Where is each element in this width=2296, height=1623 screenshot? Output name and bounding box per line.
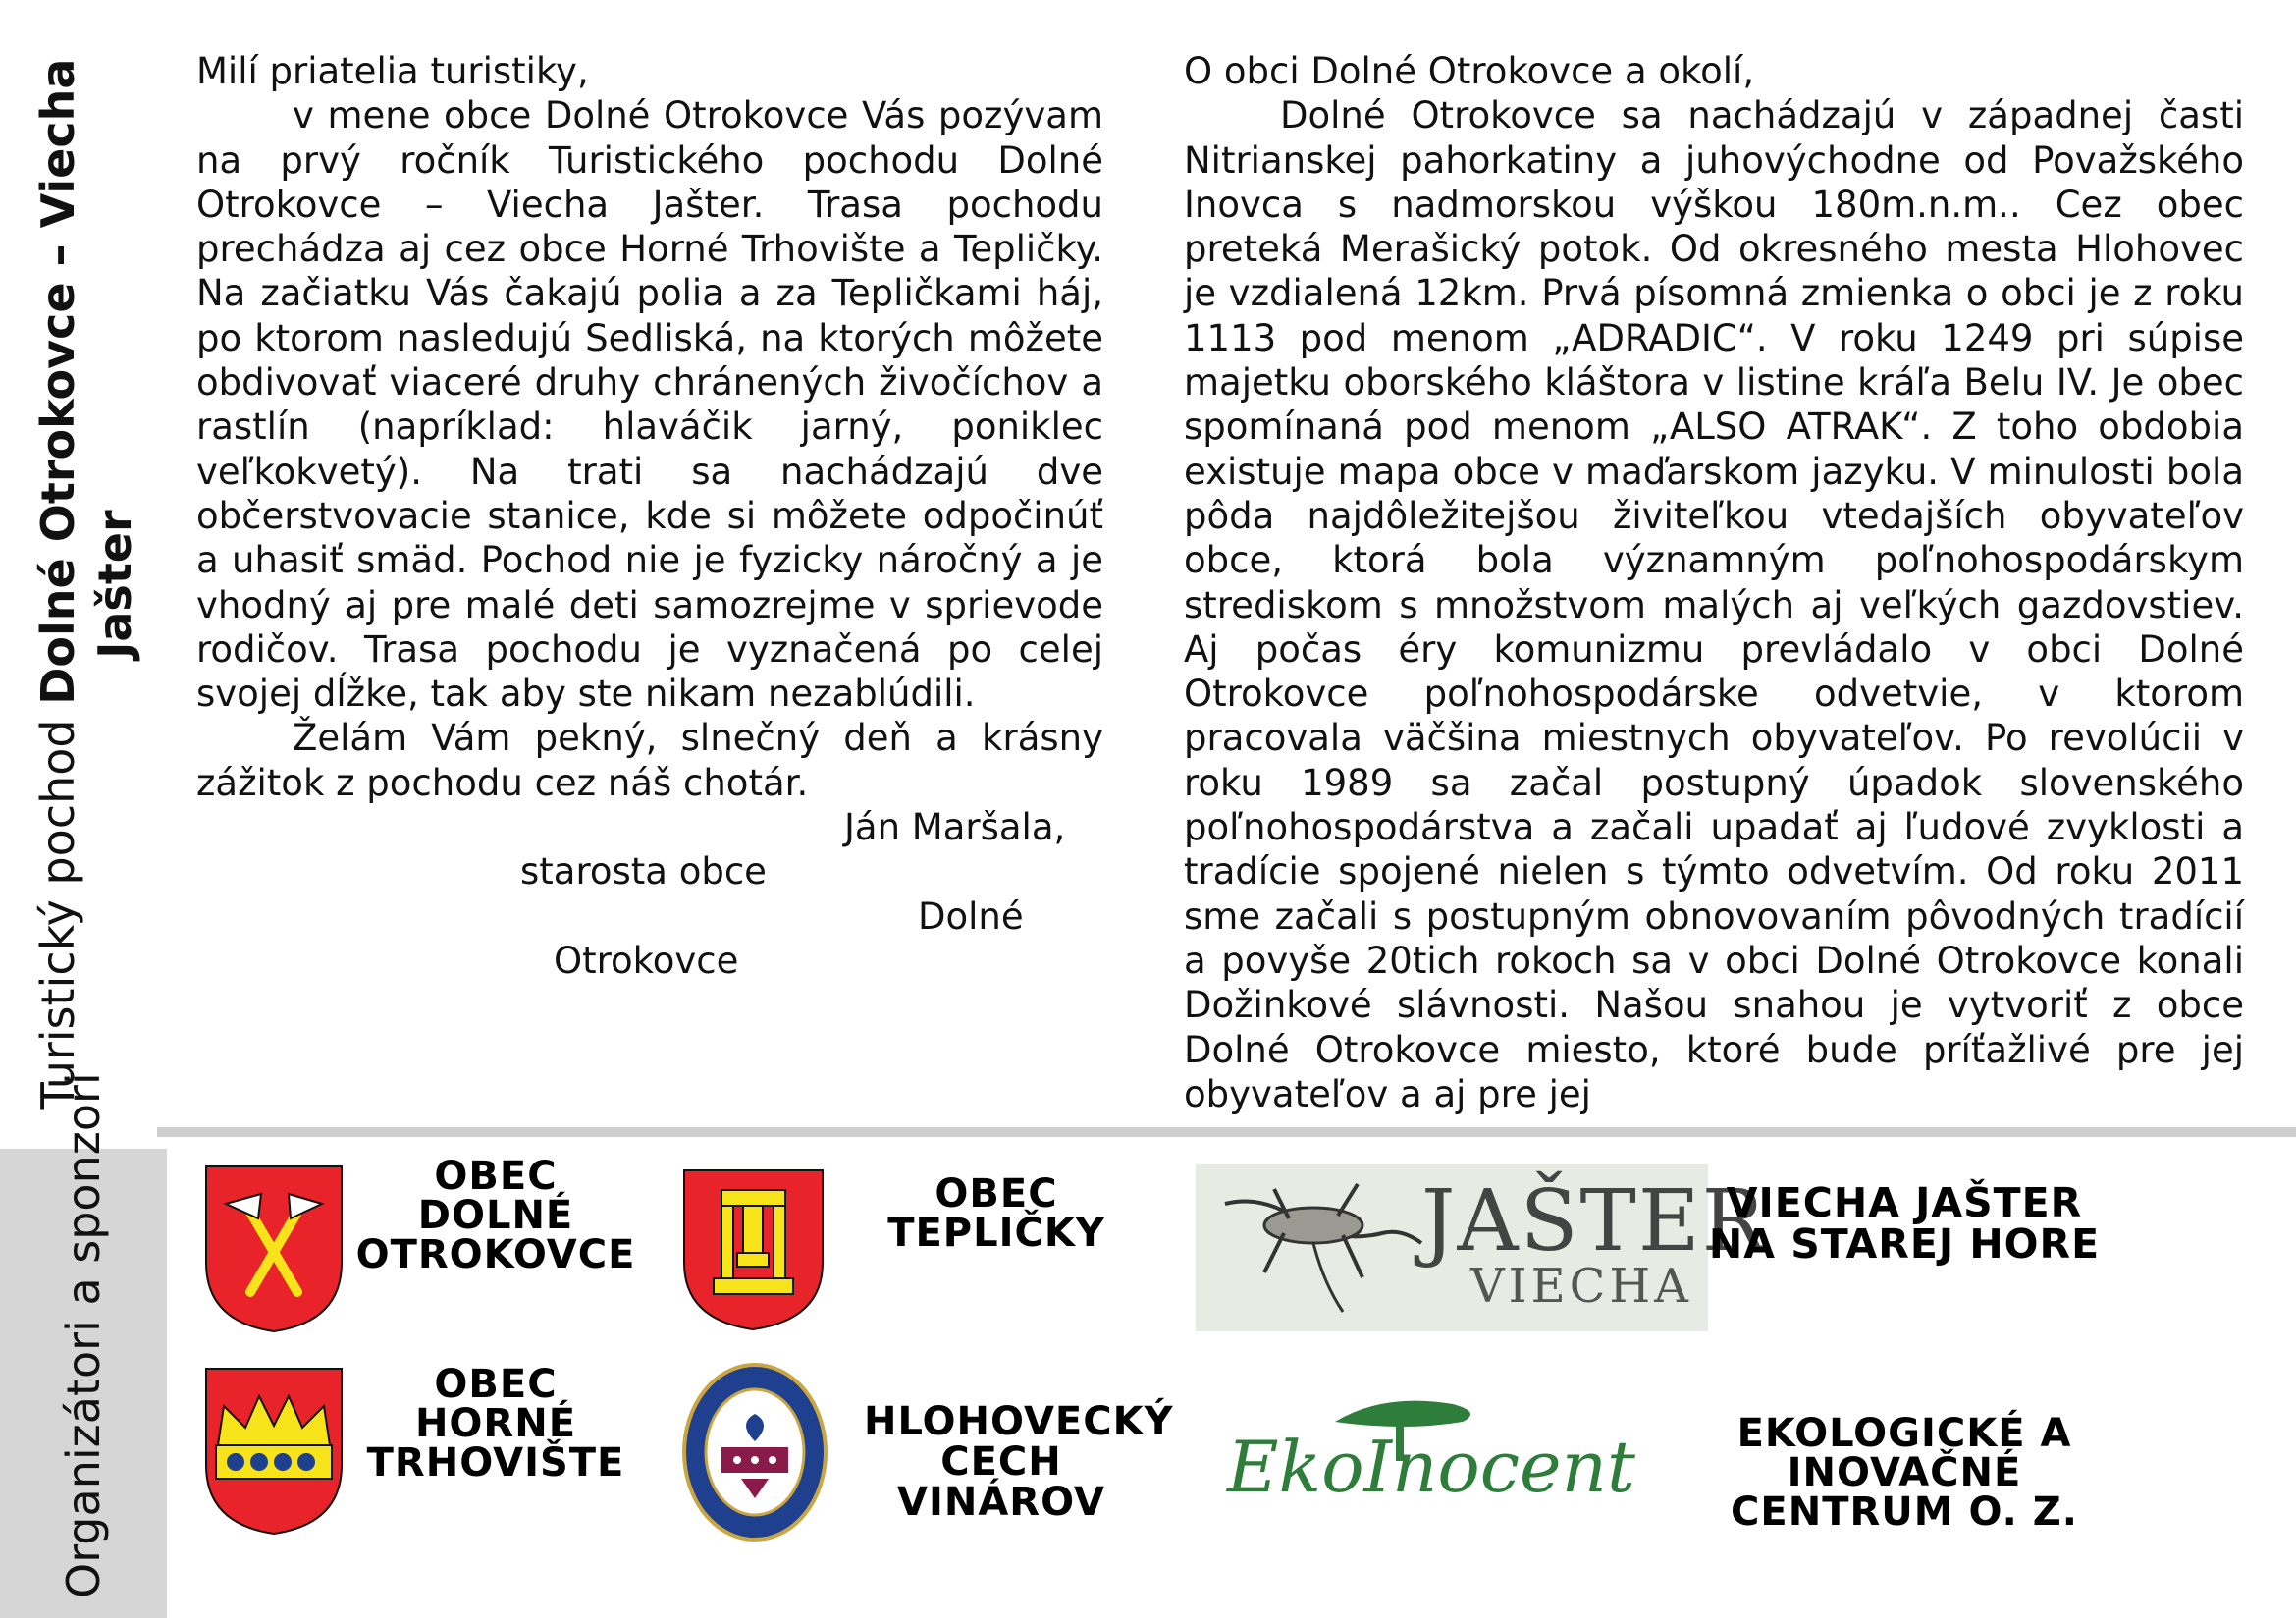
letter-paragraph-2: Želám Vám pekný, slnečný deň a krásny zážitok z pochodu cez náš chotár. <box>196 717 1103 804</box>
jaster-logo-text: JAŠTER <box>1421 1172 1768 1271</box>
signature-town-2: Otrokovce <box>554 939 739 982</box>
sponsor-ekoinocent: EKOLOGICKÉ A INOVAČNÉ CENTRUM O. Z. <box>1731 1411 2078 1535</box>
letter-greeting: Milí priatelia turistiky, <box>196 50 589 92</box>
divider <box>157 1127 2296 1137</box>
cech-vinarov-seal-icon <box>682 1363 828 1542</box>
viecha-logo-text: VIECHA <box>1470 1259 1692 1314</box>
ekoinocent-logo-text: EkoInocent <box>1227 1426 1635 1508</box>
about-heading: O obci Dolné Otrokovce a okolí, <box>1184 50 1755 92</box>
sponsor-horne-trhoviste: OBEC HORNÉ TRHOVIŠTE <box>366 1362 625 1486</box>
letter-paragraph-1: v mene obce Dolné Otrokovce Vás pozývam na prvý ročník Turistického pochodu Dolné Otrokovce – Viecha Jašter. Trasa pochodu prechádza aj cez obce Horné Trhovište a Tepličky. Na začiatku Vás čakajú polia a za Tepličkami háj, po ktorom nasledujú Sedliská, na ktorých môžete obdivovať viaceré druhy chránených živočíchov a rastlín (napríklad: hlaváčik jarný, poniklec veľkokvetý). Na trati sa nachádzajú dve občerstvovacie stanice, kde si môžete odpočinúť a uhasiť smäd. Pochod nie je fyzicky náročný a je vhodný aj pre malé deti samozrejme v sprievode rodičov. Trasa pochodu je vyznačená po celej svojej dĺžke, tak aby ste nikam nezablúdili. <box>196 94 1103 716</box>
sponsor-viecha-jaster: VIECHA JAŠTER NA STAREJ HORE <box>1708 1179 2101 1268</box>
sponsor-cech-vinarov: HLOHOVECKÝ CECH VINÁROV <box>864 1399 1174 1525</box>
signature-role: starosta obce <box>520 850 767 893</box>
title-lead: Turistický pochod <box>31 704 84 1110</box>
teplicky-coat-of-arms-icon <box>682 1168 825 1331</box>
sponsors-label-band <box>0 1072 167 1618</box>
dolne-otrokovce-coat-of-arms-icon <box>204 1164 344 1333</box>
about-paragraph: Dolné Otrokovce sa nachádzajú v západnej časti Nitrianskej pahorkatiny a juhovýchodne od Považského Inovca s nadmorskou výškou 180m.n.m.. Cez obec preteká Merašický potok. Od okresného mesta Hlohovec je vzdialená 12km. Prvá písomná zmienka o obci je z roku 1113 pod menom „ADRADIC“. V roku 1249 pri súpise majetku oborského kláštora v listine kráľa Belu IV. Je obec spomínaná pod menom „ALSO ATRAK“. Z toho obdobia existuje mapa obce v maďarskom jazyku. V minulosti bola pôda najdôležitejšou živiteľkou vtedajších obyvateľov obce, ktorá bola významným poľnohospodárskym strediskom s množstvom malých aj veľkých gazdovstiev. Aj počas éry komunizmu prevládalo v obci Dolné Otrokovce poľnohospodárske odvetvie, v ktorom pracovala väčšina miestnych obyvateľov. Po revolúcii v roku 1989 sa začal postupný úpadok slovenského poľnohospodárstva a začali upadať aj ľudové zvyklosti a tradície spojené nielen s týmto odvetvím. Od roku 2011 sme začali s postupným obnovovaním pôvodných tradícií a povyše 20tich rokoch sa v obci Dolné Otrokovce konali Dožinkové slávnosti. Našou snahou je vytvoriť z obce Dolné Otrokovce miesto, ktoré bude príťažlivé pre jej obyvateľov a aj pre jej <box>1184 94 2244 1115</box>
signature-town-1: Dolné <box>918 894 1024 938</box>
vertical-title <box>18 20 155 1149</box>
sponsor-teplicky: OBEC TEPLIČKY <box>887 1171 1105 1256</box>
sponsor-dolne-otrokovce: OBEC DOLNÉ OTROKOVCE <box>355 1154 636 1277</box>
signature-name: Ján Maršala, <box>844 806 1066 849</box>
ekoinocent-logo <box>1227 1382 1635 1510</box>
invitation-letter <box>196 49 1103 983</box>
about-village <box>1184 49 2244 1157</box>
jaster-viecha-logo <box>1196 1164 1768 1331</box>
horne-trhoviste-coat-of-arms-icon <box>204 1367 344 1536</box>
title-bold: Dolné Otrokovce – Viecha Jašter <box>31 58 141 705</box>
sponsors-label: Organizátori a sponzori <box>57 1072 110 1598</box>
